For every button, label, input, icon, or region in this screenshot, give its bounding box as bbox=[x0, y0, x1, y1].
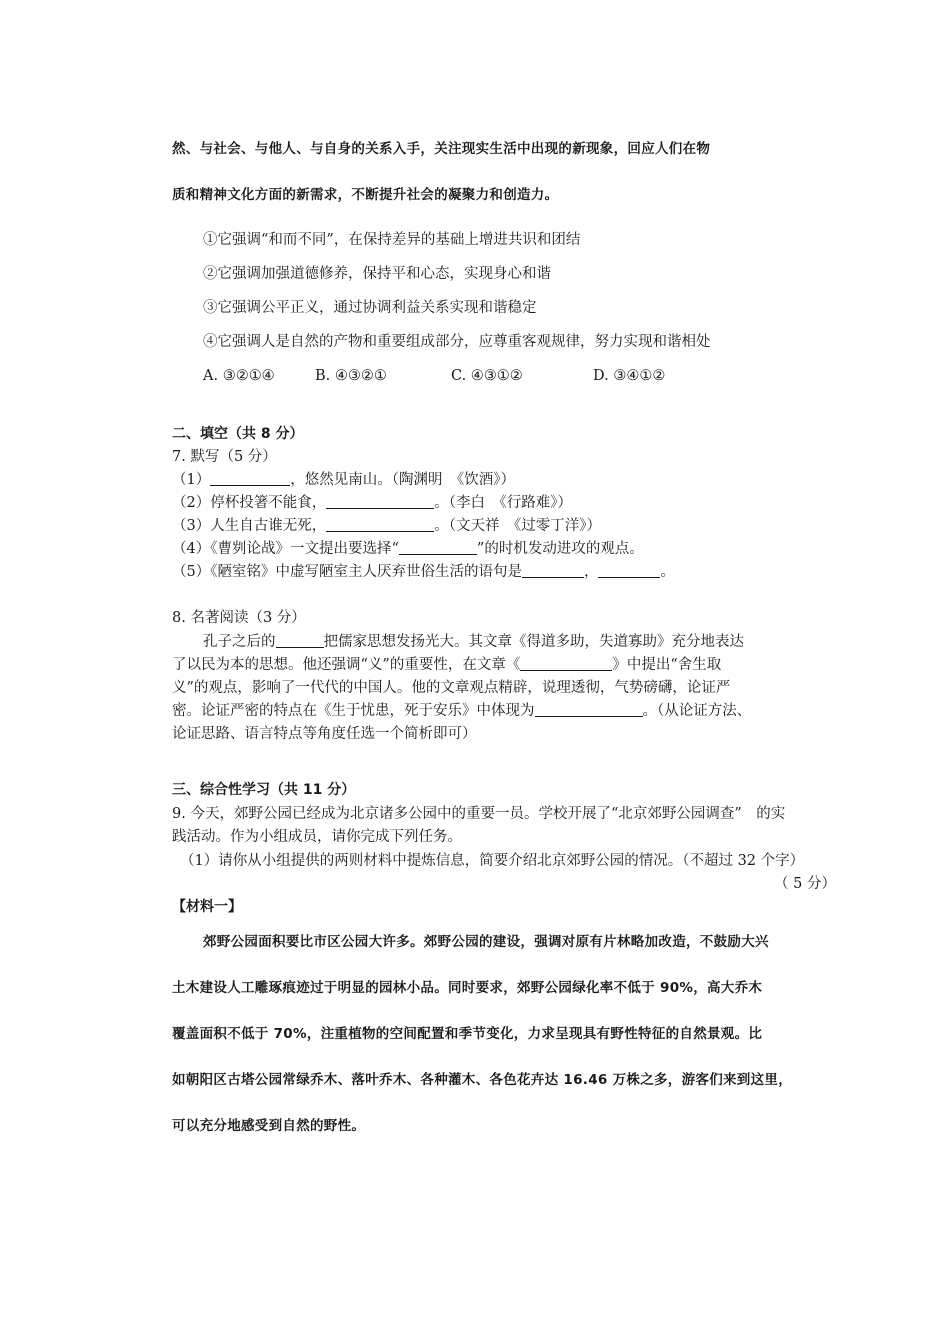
q8-line-1 bbox=[203, 632, 744, 652]
answer-blank[interactable] bbox=[276, 633, 324, 648]
statement-1: ①它强调“和而不同”，在保持差异的基础上增进共识和团结 bbox=[203, 232, 581, 248]
q7-item-2-pre: 停杯投箸不能食， bbox=[210, 495, 327, 511]
choice-d: D. ③④①② bbox=[593, 368, 666, 384]
q8-line-1-post: 把儒家思想发扬光大。其文章《得道多助，失道寡助》充分地表达 bbox=[323, 634, 744, 650]
material-line-4: 如朝阳区古塔公园常绿乔木、落叶乔木、各种灌木、各色花卉达 16.46 万株之多，游客们来到这里， bbox=[172, 1072, 792, 1088]
answer-blank[interactable] bbox=[520, 656, 612, 671]
material-line-5: 可以充分地感受到自然的野性。 bbox=[172, 1118, 366, 1134]
statement-4: ④它强调人是自然的产物和重要组成部分，应尊重客观规律，努力实现和谐相处 bbox=[203, 334, 711, 350]
q7-item-5-num: （5） bbox=[172, 564, 211, 580]
q7-item-5 bbox=[172, 562, 675, 582]
answer-blank[interactable] bbox=[598, 563, 660, 578]
q9-line-1: 9. 今天，郊野公园已经成为北京诸多公园中的重要一员。学校开展了“北京郊野公园调查” 的实 bbox=[172, 806, 786, 822]
section-3-heading: 三、综合性学习（共 11 分） bbox=[172, 782, 356, 798]
q8-line-2-post: 》中提出“舍生取 bbox=[612, 657, 722, 673]
q7-item-4 bbox=[172, 539, 644, 559]
q7-item-1-num: （1） bbox=[172, 472, 211, 488]
q7-item-5-pre: 《陋室铭》中虚写陋室主人厌弃世俗生活的语句是 bbox=[210, 564, 522, 580]
choice-b: B. ④③②① bbox=[315, 368, 387, 384]
q7-item-2-post: 。（李白 《行路难》） bbox=[434, 495, 572, 511]
answer-blank[interactable] bbox=[326, 517, 434, 532]
statement-2: ②它强调加强道德修养，保持平和心态，实现身心和谐 bbox=[203, 266, 551, 282]
q7-item-3 bbox=[172, 516, 601, 536]
choice-c: C. ④③①② bbox=[451, 368, 523, 384]
material-line-2: 土木建设人工雕琢痕迹过于明显的园林小品。同时要求，郊野公园绿化率不低于 90%，高大乔木 bbox=[172, 980, 763, 996]
q8-line-1-pre: 孔子之后的 bbox=[203, 634, 276, 650]
q7-item-3-pre: 人生自古谁无死， bbox=[210, 518, 327, 534]
intro-line-2: 质和精神文化方面的新需求，不断提升社会的凝聚力和创造力。 bbox=[172, 187, 559, 203]
material-label: 【材料一】 bbox=[172, 899, 242, 915]
answer-blank[interactable] bbox=[535, 702, 643, 717]
material-line-1: 郊野公园面积要比市区公园大许多。郊野公园的建设，强调对原有片林略加改造，不鼓励大兴 bbox=[203, 934, 769, 950]
material-line-3: 覆盖面积不低于 70%，注重植物的空间配置和季节变化，力求呈现具有野性特征的自然景观。比 bbox=[172, 1026, 763, 1042]
q7-item-3-post: 。（文天祥 《过零丁洋》） bbox=[434, 518, 601, 534]
answer-blank[interactable] bbox=[210, 471, 290, 486]
section-2-heading: 二、填空（共 8 分） bbox=[172, 426, 304, 442]
q8-line-3: 义”的观点，影响了一代代的中国人。他的文章观点精辟，说理透彻，气势磅礴，论证严 bbox=[172, 680, 731, 696]
q9-line-2: 践活动。作为小组成员，请你完成下列任务。 bbox=[172, 829, 462, 845]
intro-line-1: 然、与社会、与他人、与自身的关系入手，关注现实生活中出现的新现象，回应人们在物 bbox=[172, 141, 711, 157]
q8-line-2 bbox=[172, 655, 721, 675]
q7-item-4-post: ”的时机发动进攻的观点。 bbox=[476, 541, 644, 557]
q8-line-4-pre: 密。论证严密的特点在《生于忧患，死于安乐》中体现为 bbox=[172, 703, 535, 719]
q8-line-4-post: 。（从论证方法、 bbox=[642, 703, 752, 719]
q7-item-2 bbox=[172, 493, 572, 513]
q7-item-4-pre: 《曹刿论战》一文提出要选择“ bbox=[210, 541, 399, 557]
q9-sub-1-score: （ 5 分） bbox=[774, 876, 836, 892]
q8-line-4 bbox=[172, 701, 751, 721]
q7-item-3-num: （3） bbox=[172, 518, 211, 534]
q9-sub-1: （1）请你从小组提供的两则材料中提炼信息，简要介绍北京郊野公园的情况。（不超过 32 个字） bbox=[180, 853, 805, 869]
answer-blank[interactable] bbox=[522, 563, 584, 578]
answer-blank[interactable] bbox=[326, 494, 434, 509]
q7-item-2-num: （2） bbox=[172, 495, 211, 511]
choice-a: A. ③②①④ bbox=[203, 368, 275, 384]
answer-blank[interactable] bbox=[399, 540, 477, 555]
q7-title: 7. 默写（5 分） bbox=[172, 449, 277, 465]
q7-item-1-text: ，悠然见南山。（陶渊明 《饮酒》） bbox=[290, 472, 515, 488]
q8-title: 8. 名著阅读（3 分） bbox=[172, 610, 306, 626]
q7-item-4-num: （4） bbox=[172, 541, 211, 557]
statement-3: ③它强调公平正义，通过协调利益关系实现和谐稳定 bbox=[203, 300, 537, 316]
q8-line-5: 论证思路、语言特点等角度任选一个简析即可） bbox=[172, 726, 477, 742]
q7-item-5-mid: ， bbox=[583, 564, 599, 580]
q8-line-2-pre: 了以民为本的思想。他还强调“义”的重要性，在文章《 bbox=[172, 657, 521, 673]
q7-item-1 bbox=[172, 470, 515, 490]
q7-item-5-end: 。 bbox=[660, 564, 675, 580]
